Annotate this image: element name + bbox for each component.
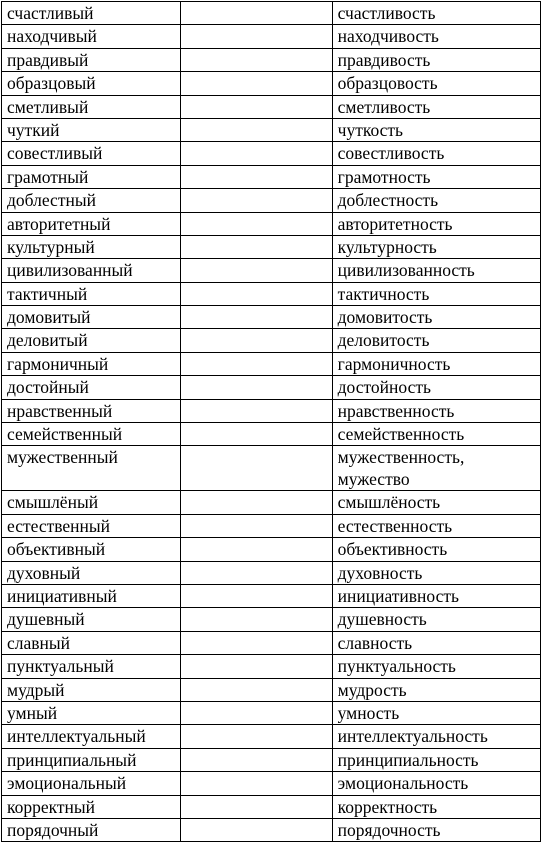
noun-cell: чуткость	[332, 118, 540, 141]
table-row	[2, 329, 541, 352]
empty-cell	[180, 818, 332, 841]
table-row	[2, 118, 541, 141]
adjective-cell: естественный	[2, 514, 181, 537]
adjective-cell: духовный	[2, 561, 181, 584]
noun-cell: культурность	[332, 235, 540, 258]
table-row	[2, 608, 541, 631]
table-row	[2, 142, 541, 165]
noun-cell: интеллектуальность	[332, 725, 540, 748]
empty-cell	[180, 282, 332, 305]
table-row	[2, 376, 541, 399]
adjective-cell: сметливый	[2, 95, 181, 118]
noun-cell: мужественность, мужество	[332, 446, 540, 491]
table-row	[2, 491, 541, 514]
empty-cell	[180, 329, 332, 352]
adjective-cell: домовитый	[2, 306, 181, 329]
adjective-cell: мужественный	[2, 446, 181, 491]
table-row	[2, 725, 541, 748]
empty-cell	[180, 2, 332, 25]
adjective-cell: грамотный	[2, 165, 181, 188]
adjective-cell: счастливый	[2, 2, 181, 25]
noun-cell: деловитость	[332, 329, 540, 352]
empty-cell	[180, 165, 332, 188]
table-row	[2, 165, 541, 188]
noun-cell: цивилизованность	[332, 259, 540, 282]
adjective-cell: чуткий	[2, 118, 181, 141]
empty-cell	[180, 772, 332, 795]
noun-cell: тактичность	[332, 282, 540, 305]
noun-cell: домовитость	[332, 306, 540, 329]
empty-cell	[180, 306, 332, 329]
empty-cell	[180, 25, 332, 48]
adjective-cell: семейственный	[2, 423, 181, 446]
table-row	[2, 25, 541, 48]
adjective-cell: корректный	[2, 795, 181, 818]
adjective-cell: порядочный	[2, 818, 181, 841]
table-row	[2, 306, 541, 329]
noun-cell: доблестность	[332, 189, 540, 212]
noun-cell: гармоничность	[332, 352, 540, 375]
adjective-cell: пунктуальный	[2, 655, 181, 678]
empty-cell	[180, 189, 332, 212]
empty-cell	[180, 423, 332, 446]
adjective-cell: славный	[2, 631, 181, 654]
empty-cell	[180, 399, 332, 422]
adjective-cell: цивилизованный	[2, 259, 181, 282]
adjective-cell: находчивый	[2, 25, 181, 48]
adjective-cell: душевный	[2, 608, 181, 631]
adjective-cell: совестливый	[2, 142, 181, 165]
adjective-cell: авторитетный	[2, 212, 181, 235]
table-row	[2, 399, 541, 422]
noun-cell: находчивость	[332, 25, 540, 48]
noun-cell: эмоциональность	[332, 772, 540, 795]
empty-cell	[180, 72, 332, 95]
empty-cell	[180, 212, 332, 235]
adjective-cell: интеллектуальный	[2, 725, 181, 748]
noun-cell: семейственность	[332, 423, 540, 446]
table-row	[2, 2, 541, 25]
noun-cell: грамотность	[332, 165, 540, 188]
noun-cell: объективность	[332, 538, 540, 561]
adjective-cell: нравственный	[2, 399, 181, 422]
table-row	[2, 748, 541, 771]
noun-cell: авторитетность	[332, 212, 540, 235]
table-row	[2, 631, 541, 654]
empty-cell	[180, 631, 332, 654]
noun-cell: порядочность	[332, 818, 540, 841]
word-table-body	[2, 2, 541, 842]
table-row	[2, 818, 541, 841]
table-row	[2, 446, 541, 491]
empty-cell	[180, 608, 332, 631]
adjective-cell: доблестный	[2, 189, 181, 212]
noun-cell: естественность	[332, 514, 540, 537]
empty-cell	[180, 235, 332, 258]
adjective-cell: смышлёный	[2, 491, 181, 514]
empty-cell	[180, 142, 332, 165]
noun-cell: принципиальность	[332, 748, 540, 771]
table-row	[2, 795, 541, 818]
table-row	[2, 259, 541, 282]
table-row	[2, 584, 541, 607]
noun-cell: правдивость	[332, 48, 540, 71]
table-row	[2, 678, 541, 701]
noun-cell: корректность	[332, 795, 540, 818]
empty-cell	[180, 584, 332, 607]
adjective-cell: достойный	[2, 376, 181, 399]
adjective-cell: эмоциональный	[2, 772, 181, 795]
table-row	[2, 235, 541, 258]
empty-cell	[180, 678, 332, 701]
table-row	[2, 95, 541, 118]
empty-cell	[180, 352, 332, 375]
noun-cell: достойность	[332, 376, 540, 399]
noun-cell: пунктуальность	[332, 655, 540, 678]
noun-cell: счастливость	[332, 2, 540, 25]
table-row	[2, 352, 541, 375]
empty-cell	[180, 561, 332, 584]
empty-cell	[180, 795, 332, 818]
table-row	[2, 282, 541, 305]
adjective-cell: тактичный	[2, 282, 181, 305]
adjective-cell: принципиальный	[2, 748, 181, 771]
empty-cell	[180, 118, 332, 141]
noun-cell: нравственность	[332, 399, 540, 422]
adjective-cell: объективный	[2, 538, 181, 561]
table-row	[2, 772, 541, 795]
empty-cell	[180, 538, 332, 561]
empty-cell	[180, 491, 332, 514]
table-row	[2, 48, 541, 71]
empty-cell	[180, 446, 332, 491]
table-row	[2, 561, 541, 584]
adjective-cell: правдивый	[2, 48, 181, 71]
table-row	[2, 655, 541, 678]
noun-cell: образцовость	[332, 72, 540, 95]
empty-cell	[180, 259, 332, 282]
table-row	[2, 189, 541, 212]
noun-cell: смышлёность	[332, 491, 540, 514]
table-row	[2, 701, 541, 724]
adjective-cell: инициативный	[2, 584, 181, 607]
noun-cell: совестливость	[332, 142, 540, 165]
noun-cell: сметливость	[332, 95, 540, 118]
adjective-cell: образцовый	[2, 72, 181, 95]
adjective-cell: культурный	[2, 235, 181, 258]
empty-cell	[180, 376, 332, 399]
empty-cell	[180, 95, 332, 118]
empty-cell	[180, 514, 332, 537]
table-row	[2, 212, 541, 235]
adjective-cell: умный	[2, 701, 181, 724]
noun-cell: мудрость	[332, 678, 540, 701]
noun-cell: духовность	[332, 561, 540, 584]
empty-cell	[180, 748, 332, 771]
noun-cell: инициативность	[332, 584, 540, 607]
empty-cell	[180, 48, 332, 71]
table-row	[2, 423, 541, 446]
noun-cell: душевность	[332, 608, 540, 631]
empty-cell	[180, 725, 332, 748]
noun-cell: умность	[332, 701, 540, 724]
table-row	[2, 72, 541, 95]
empty-cell	[180, 701, 332, 724]
table-row	[2, 538, 541, 561]
word-table	[1, 1, 541, 842]
adjective-cell: мудрый	[2, 678, 181, 701]
table-row	[2, 514, 541, 537]
adjective-cell: гармоничный	[2, 352, 181, 375]
adjective-cell: деловитый	[2, 329, 181, 352]
empty-cell	[180, 655, 332, 678]
noun-cell: славность	[332, 631, 540, 654]
